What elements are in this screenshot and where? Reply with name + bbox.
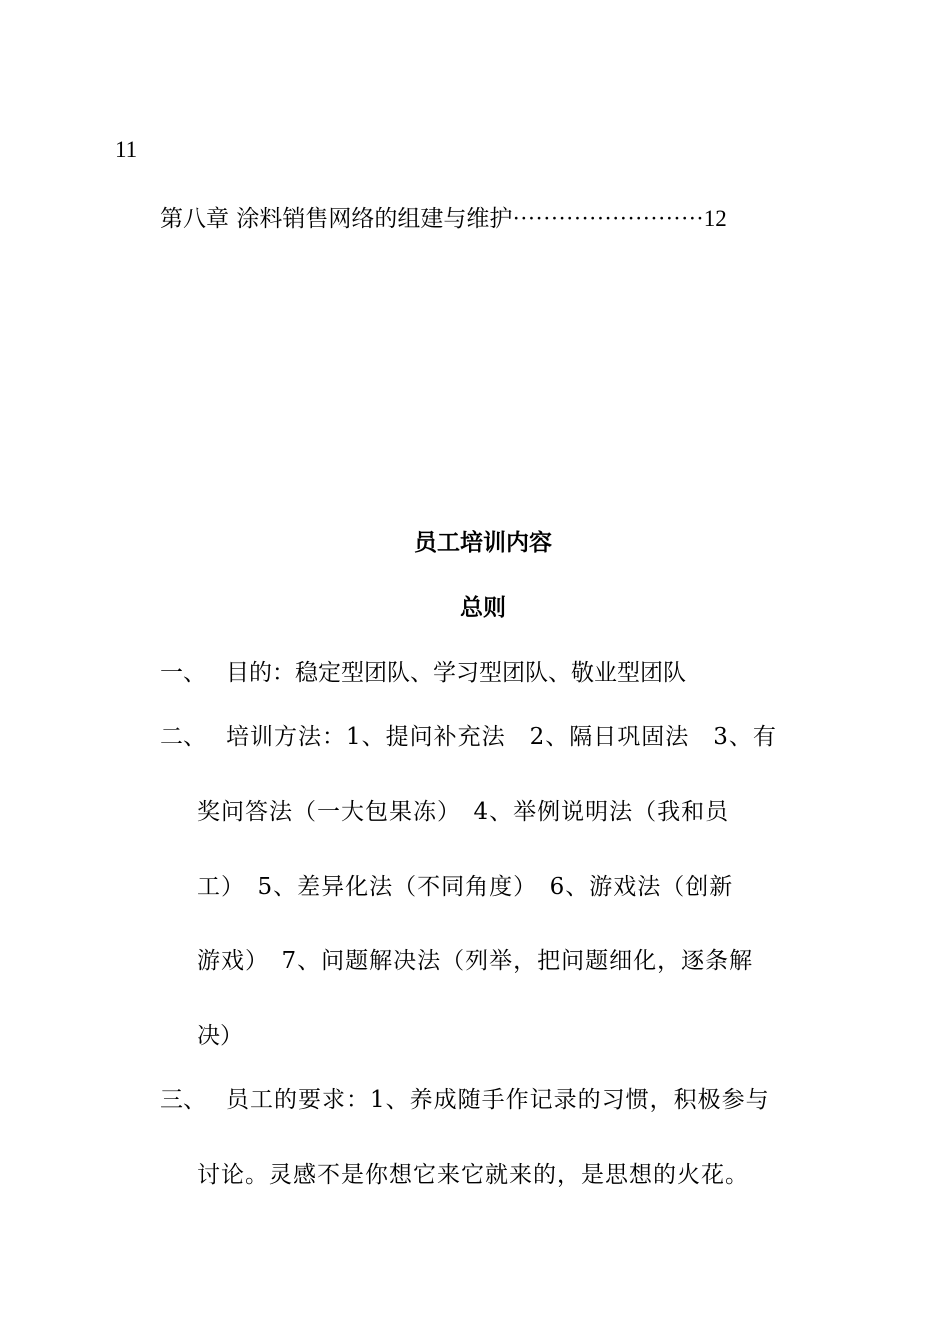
list-item-number: 三、 (160, 1087, 206, 1113)
list-item-number: 一、 (160, 660, 206, 686)
toc-entry[interactable] (160, 200, 727, 233)
toc-chapter-title: 涂料销售网络的组建与维护 (236, 206, 513, 232)
list-item-text: 奖问答法（一大包果冻） 4、举例说明法（我和员 (197, 799, 730, 825)
toc-chapter-label: 第八章 (160, 206, 229, 232)
list-item-text: 游戏） 7、问题解决法（列举，把问题细化，逐条解 (197, 948, 754, 974)
list-item-text: 工） 5、差异化法（不同角度） 6、游戏法（创新 (197, 874, 734, 900)
list-item-text: 培训方法：1、提问补充法 2、隔日巩固法 3、有 (226, 724, 777, 750)
list-item-number: 二、 (160, 724, 206, 750)
list-item-text: 讨论。灵感不是你想它来它就来的，是思想的火花。 (197, 1162, 749, 1188)
list-item-text: 决） (197, 1023, 243, 1049)
document-title: 员工培训内容 (414, 530, 552, 556)
list-item-text: 员工的要求：1、养成随手作记录的习惯，积极参与 (226, 1087, 770, 1113)
section-title: 总则 (460, 595, 506, 621)
page-number: 11 (115, 137, 138, 162)
toc-page-number: 12 (703, 206, 727, 231)
toc-leader-dots: ························· (512, 206, 704, 231)
list-item-text: 目的：稳定型团队、学习型团队、敬业型团队 (226, 660, 686, 686)
